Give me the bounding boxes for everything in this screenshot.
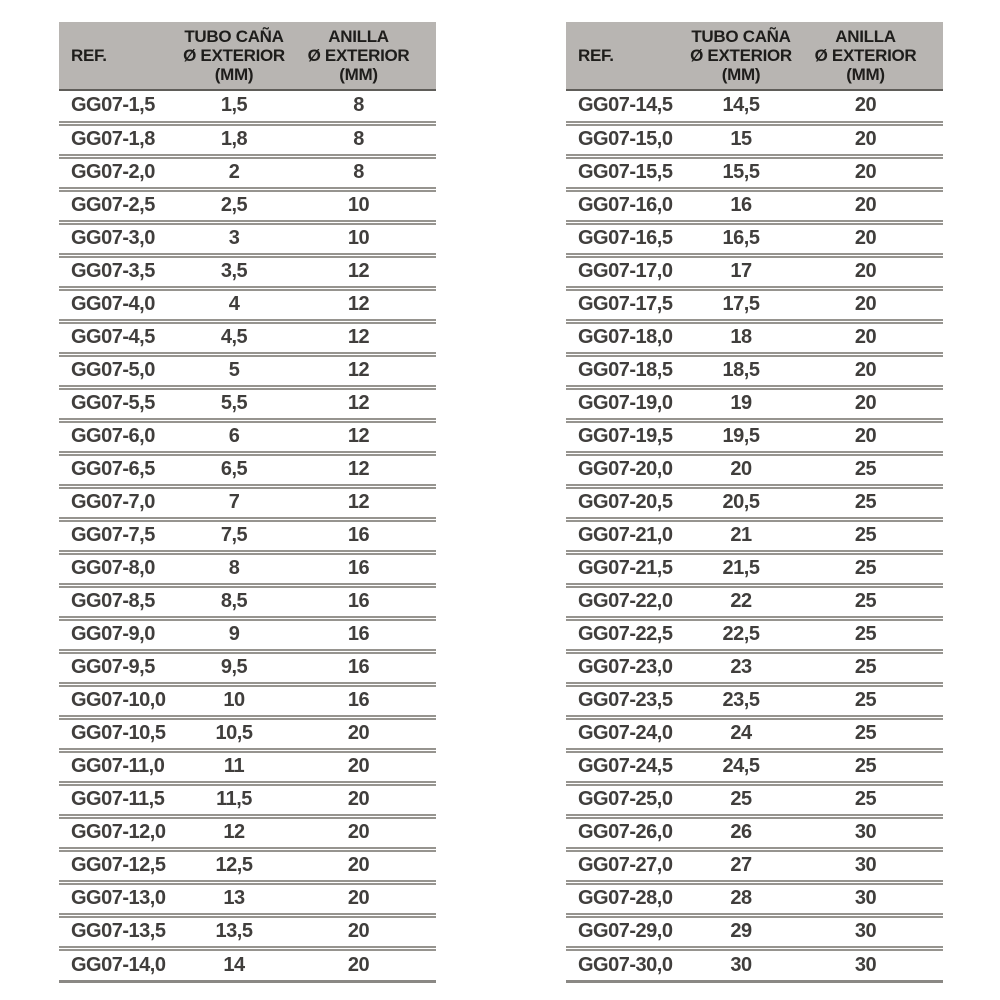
cell-ref: GG07-16,0 [566,189,678,222]
cell-tubo: 14 [171,948,297,981]
cell-tubo: 21,5 [678,552,804,585]
cell-ref: GG07-21,5 [566,552,678,585]
cell-anilla: 20 [297,849,436,882]
cell-tubo: 23,5 [678,684,804,717]
cell-anilla: 25 [804,684,943,717]
cell-tubo: 8,5 [171,585,297,618]
cell-anilla: 16 [297,552,436,585]
cell-ref: GG07-13,5 [59,915,171,948]
cell-anilla: 12 [297,486,436,519]
cell-tubo: 21 [678,519,804,552]
cell-ref: GG07-25,0 [566,783,678,816]
table-row [59,552,436,585]
table-row [59,189,436,222]
cell-ref: GG07-21,0 [566,519,678,552]
table-row [566,123,943,156]
cell-ref: GG07-14,0 [59,948,171,981]
cell-anilla: 25 [804,717,943,750]
cell-ref: GG07-6,5 [59,453,171,486]
cell-ref: GG07-5,5 [59,387,171,420]
table-row [566,255,943,288]
table-row [566,90,943,123]
table-row [59,783,436,816]
spec-table-left [59,22,436,983]
cell-tubo: 22 [678,585,804,618]
cell-ref: GG07-18,5 [566,354,678,387]
table-row [59,651,436,684]
cell-anilla: 20 [297,948,436,981]
header-line: Ø EXTERIOR [814,46,917,65]
cell-ref: GG07-4,0 [59,288,171,321]
cell-anilla: 16 [297,519,436,552]
cell-tubo: 10 [171,684,297,717]
cell-ref: GG07-28,0 [566,882,678,915]
cell-tubo: 20 [678,453,804,486]
cell-ref: GG07-14,5 [566,90,678,123]
cell-anilla: 10 [297,189,436,222]
cell-tubo: 2 [171,156,297,189]
cell-tubo: 25 [678,783,804,816]
cell-anilla: 20 [804,222,943,255]
cell-anilla: 12 [297,288,436,321]
cell-ref: GG07-3,0 [59,222,171,255]
cell-ref: GG07-22,5 [566,618,678,651]
table-row [566,618,943,651]
cell-ref: GG07-20,0 [566,453,678,486]
table-row [566,453,943,486]
cell-tubo: 15,5 [678,156,804,189]
cell-anilla: 30 [804,882,943,915]
cell-tubo: 3,5 [171,255,297,288]
cell-anilla: 25 [804,486,943,519]
cell-tubo: 5,5 [171,387,297,420]
cell-tubo: 14,5 [678,90,804,123]
cell-ref: GG07-17,5 [566,288,678,321]
table-row [59,486,436,519]
cell-tubo: 6,5 [171,453,297,486]
cell-ref: GG07-30,0 [566,948,678,981]
cell-tubo: 10,5 [171,717,297,750]
cell-ref: GG07-10,5 [59,717,171,750]
cell-tubo: 5 [171,354,297,387]
table-row [566,354,943,387]
cell-ref: GG07-17,0 [566,255,678,288]
cell-tubo: 12,5 [171,849,297,882]
cell-anilla: 20 [804,420,943,453]
table-row [566,915,943,948]
cell-ref: GG07-4,5 [59,321,171,354]
cell-ref: GG07-23,0 [566,651,678,684]
cell-tubo: 11,5 [171,783,297,816]
column-header-ref: REF. [59,22,171,90]
cell-anilla: 12 [297,387,436,420]
cell-tubo: 16,5 [678,222,804,255]
cell-tubo: 18,5 [678,354,804,387]
cell-tubo: 15 [678,123,804,156]
cell-ref: GG07-9,0 [59,618,171,651]
cell-tubo: 16 [678,189,804,222]
cell-anilla: 20 [297,816,436,849]
cell-anilla: 25 [804,750,943,783]
cell-ref: GG07-9,5 [59,651,171,684]
cell-anilla: 16 [297,651,436,684]
cell-anilla: 20 [804,321,943,354]
table-row [566,420,943,453]
cell-anilla: 30 [804,849,943,882]
spec-table [59,22,436,983]
table-row [59,156,436,189]
cell-tubo: 9 [171,618,297,651]
cell-tubo: 13 [171,882,297,915]
table-body [59,90,436,981]
table-row [59,684,436,717]
cell-ref: GG07-26,0 [566,816,678,849]
table-row [59,882,436,915]
cell-tubo: 19 [678,387,804,420]
cell-anilla: 25 [804,783,943,816]
table-row [59,321,436,354]
cell-anilla: 16 [297,618,436,651]
table-row [59,90,436,123]
table-row [566,288,943,321]
cell-tubo: 6 [171,420,297,453]
table-row [566,222,943,255]
table-body [566,90,943,981]
cell-anilla: 30 [804,915,943,948]
table-row [566,519,943,552]
cell-tubo: 1,5 [171,90,297,123]
table-row [566,486,943,519]
cell-tubo: 3 [171,222,297,255]
cell-anilla: 20 [804,387,943,420]
table-row [59,420,436,453]
header-line: Ø EXTERIOR [307,46,410,65]
cell-tubo: 4 [171,288,297,321]
cell-tubo: 13,5 [171,915,297,948]
cell-ref: GG07-19,5 [566,420,678,453]
cell-ref: GG07-29,0 [566,915,678,948]
cell-ref: GG07-22,0 [566,585,678,618]
cell-tubo: 1,8 [171,123,297,156]
cell-ref: GG07-20,5 [566,486,678,519]
table-row [566,651,943,684]
cell-anilla: 8 [297,156,436,189]
table-row [59,816,436,849]
table-row [566,849,943,882]
cell-anilla: 25 [804,552,943,585]
cell-anilla: 30 [804,948,943,981]
header-row [566,22,943,90]
cell-ref: GG07-8,5 [59,585,171,618]
cell-ref: GG07-27,0 [566,849,678,882]
column-header-tubo [678,22,804,90]
cell-ref: GG07-24,5 [566,750,678,783]
table-row [59,453,436,486]
header-line: (MM) [721,65,761,84]
cell-tubo: 19,5 [678,420,804,453]
header-line: Ø EXTERIOR [690,46,792,65]
cell-anilla: 25 [804,618,943,651]
header-line: ANILLA [328,27,389,46]
header-line: (MM) [339,65,378,84]
table-row [59,288,436,321]
cell-ref: GG07-18,0 [566,321,678,354]
cell-tubo: 30 [678,948,804,981]
cell-ref: GG07-3,5 [59,255,171,288]
table-row [59,387,436,420]
table-row [59,585,436,618]
cell-anilla: 12 [297,420,436,453]
cell-ref: GG07-12,0 [59,816,171,849]
table-row [59,849,436,882]
cell-anilla: 12 [297,255,436,288]
cell-ref: GG07-1,5 [59,90,171,123]
cell-ref: GG07-15,5 [566,156,678,189]
cell-tubo: 29 [678,915,804,948]
header-line: (MM) [214,65,254,84]
cell-tubo: 8 [171,552,297,585]
cell-ref: GG07-15,0 [566,123,678,156]
cell-ref: GG07-12,5 [59,849,171,882]
cell-anilla: 20 [297,882,436,915]
cell-anilla: 20 [804,123,943,156]
header-row [59,22,436,90]
cell-anilla: 25 [804,453,943,486]
cell-anilla: 20 [804,156,943,189]
table-row [566,816,943,849]
cell-ref: GG07-11,0 [59,750,171,783]
cell-tubo: 12 [171,816,297,849]
cell-tubo: 11 [171,750,297,783]
cell-tubo: 4,5 [171,321,297,354]
cell-anilla: 12 [297,453,436,486]
cell-anilla: 30 [804,816,943,849]
table-row [566,750,943,783]
cell-ref: GG07-7,0 [59,486,171,519]
cell-ref: GG07-2,0 [59,156,171,189]
cell-ref: GG07-7,5 [59,519,171,552]
table-row [59,255,436,288]
cell-anilla: 20 [297,750,436,783]
table-row [566,156,943,189]
column-header-anilla [297,22,436,90]
table-row [566,882,943,915]
cell-tubo: 26 [678,816,804,849]
header-line: TUBO CAÑA [184,27,284,46]
table-row [566,321,943,354]
cell-tubo: 24 [678,717,804,750]
cell-tubo: 9,5 [171,651,297,684]
cell-anilla: 20 [297,783,436,816]
cell-anilla: 8 [297,123,436,156]
table-row [59,618,436,651]
header-line: TUBO CAÑA [691,27,791,46]
cell-anilla: 10 [297,222,436,255]
header-line: ANILLA [835,27,896,46]
cell-ref: GG07-6,0 [59,420,171,453]
cell-tubo: 18 [678,321,804,354]
cell-tubo: 7 [171,486,297,519]
column-header-anilla [804,22,943,90]
cell-ref: GG07-10,0 [59,684,171,717]
cell-anilla: 12 [297,321,436,354]
cell-tubo: 23 [678,651,804,684]
table-row [566,717,943,750]
table-row [566,948,943,981]
table-row [59,948,436,981]
table-row [59,222,436,255]
cell-tubo: 27 [678,849,804,882]
cell-anilla: 8 [297,90,436,123]
cell-tubo: 24,5 [678,750,804,783]
table-row [566,387,943,420]
cell-tubo: 20,5 [678,486,804,519]
spec-table-right [566,22,943,983]
cell-ref: GG07-16,5 [566,222,678,255]
cell-anilla: 20 [804,189,943,222]
cell-tubo: 2,5 [171,189,297,222]
column-header-ref: REF. [566,22,678,90]
table-row [59,354,436,387]
table-row [566,585,943,618]
cell-tubo: 17 [678,255,804,288]
table-row [59,915,436,948]
cell-tubo: 7,5 [171,519,297,552]
cell-ref: GG07-23,5 [566,684,678,717]
cell-anilla: 12 [297,354,436,387]
cell-anilla: 25 [804,585,943,618]
cell-ref: GG07-11,5 [59,783,171,816]
cell-anilla: 16 [297,684,436,717]
cell-anilla: 20 [804,90,943,123]
cell-ref: GG07-8,0 [59,552,171,585]
cell-anilla: 16 [297,585,436,618]
cell-ref: GG07-19,0 [566,387,678,420]
cell-tubo: 17,5 [678,288,804,321]
cell-ref: GG07-13,0 [59,882,171,915]
cell-tubo: 22,5 [678,618,804,651]
cell-anilla: 20 [297,915,436,948]
cell-ref: GG07-24,0 [566,717,678,750]
table-row [566,684,943,717]
table-row [566,189,943,222]
cell-ref: GG07-5,0 [59,354,171,387]
table-row [59,717,436,750]
table-row [59,750,436,783]
cell-anilla: 20 [804,255,943,288]
table-row [566,552,943,585]
table-row [59,519,436,552]
cell-ref: GG07-2,5 [59,189,171,222]
cell-anilla: 20 [297,717,436,750]
cell-anilla: 20 [804,288,943,321]
column-header-tubo [171,22,297,90]
table-row [566,783,943,816]
cell-ref: GG07-1,8 [59,123,171,156]
spec-table [566,22,943,983]
cell-tubo: 28 [678,882,804,915]
cell-anilla: 25 [804,519,943,552]
table-row [59,123,436,156]
header-line: (MM) [846,65,885,84]
cell-anilla: 20 [804,354,943,387]
cell-anilla: 25 [804,651,943,684]
header-line: Ø EXTERIOR [183,46,285,65]
